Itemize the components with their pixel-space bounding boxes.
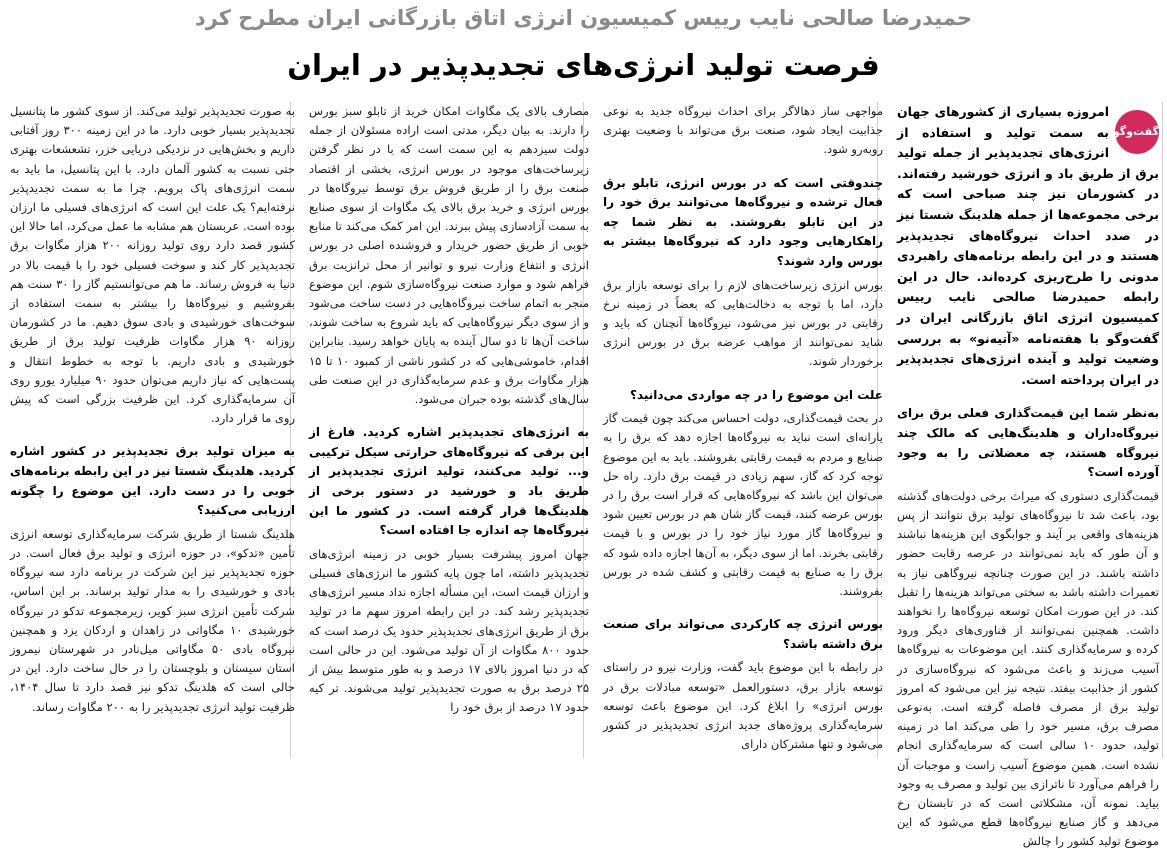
interview-question: به انرژی‌های تجدیدپذیر اشاره کردید. فارغ از این برقی که نیروگاه‌های حرارتی سیکل ترکیبی و... تولید می‌کنند، تولید انرژی تجدیدپذیر از طریق باد و خورشید در دستور برخی از هلدینگ‌ها قرار گرفته است. در کشور ما این نیروگاه‌ها چه اندازه جا افتاده است؟ — [309, 425, 589, 538]
supertitle: حمیدرضا صالحی نایب رییس کمیسیون انرژی اتاق بازرگانی ایران مطرح کرد — [194, 6, 973, 30]
column-3 — [309, 102, 589, 762]
interview-question: بورس انرژی چه کارکردی می‌تواند برای صنعت برق داشته باشد؟ — [603, 617, 883, 651]
answer-paragraph: قیمت‌گذاری دستوری که میراث برخی دولت‌های گذشته بود، باعث شد تا نیروگاه‌های تولید برق نتوانند از پس هزینه‌های واقعی بر آیند و جوابگوی این هزینه‌ها نباشند و آن طور که باید نمی‌توانند در عرصه رقابت حضور داشته باشند. در این صورت چنانچه نیروگاهی نیاز به تعمیرات داشته باشد به سختی می‌تواند هزینه‌ها را تقبل کند. در این صورت امکان توسعه نیروگاه‌ها را نخواهند داشت. همچنین نمی‌توانند از فناوری‌های دیگر ورود کرده و سرمایه‌گذاری کنند. این موضوعات به نیروگاه‌ها آسیب می‌زند و باعث می‌شود که نیروگاه‌سازی در کشور از جذابیت بیفتد. نتیجه نیز این می‌شود که امروز تولید برق از مصرف فاصله گرفته است. به‌نوعی مصرف برق، مسیر خود را طی می‌کند اما در زمینه تولید، حدود ۱۰ سالی است که سرمایه‌گذاری انجام نشده است. همین موضوع آسیب زاست و موجبات آن را فراهم می‌آورد تا ناترازی بین تولید و مصرف به وجود بیاید. نمونه آن، مشکلاتی است که در تابستان رخ می‌دهد و گاز صنایع نیروگاه‌ها قطع می‌شود که این موضوع تولید کشور را چالش — [897, 488, 1159, 849]
answer-paragraph: در بحث قیمت‌گذاری، دولت احساس می‌کند چون قیمت گاز یارانه‌ای است نباید به نیروگاه‌ها اجازه دهد که برق را به صنایع و مردم به قیمت رقابتی بفروشند. باید به این موضوع توجه کرد که گاز، سهم زیادی در قیمت برق دارد. راه حل می‌توان این باشد که نیروگاه‌هایی که قرار است برق را در بورس عرضه کنند، قیمت گاز شان هم در بورس تعیین شود و نیروگاه‌ها گاز مورد نیاز خود را در بورس و با قیمت رقابتی بخرند. اما از سوی دیگر، به آن‌ها اجازه داده شود که برق را به صنایع به قیمت رقابتی و کشف شده در بورس بفروشند. — [603, 411, 883, 599]
answer-paragraph: به صورت تجدیدپذیر تولید می‌کند. از سوی کشور ما پتانسیل تجدیدپذیر بسیار خوبی دارد. ما در این زمینه ۳۰۰ روز آفتابی داریم و بخش‌هایی در نزدیکی دریایی خزر، تشعشعات بهتری حتی نسبت به کشور آلمان دارد. با این پتانسیل، ما باید به سمت انرژی‌های پاک برویم. چرا ما به سمت تجدیدپذیر نرفته‌ایم؟ یک علت این است که انرژی‌های فسیلی ما ارزان بوده است. عربستان هم مشابه ما عمل می‌کرد، اما حالا این کشور قصد دارد روی تولید روزانه ۲۰۰ هزار مگاوات برق تجدیدپذیر کار کند و سوخت فسیلی خود را با قیمت بالا در دنیا به فروش رساند. ما هم می‌توانستیم گاز را ۳۰ سنت هم بفروشیم و نیروگاه‌ها را بیشتر به سمت استفاده از سوخت‌های خورشیدی و بادی سوق دهیم. ما در کشورمان روزانه ۹۰ هزار مگاوات ظرفیت تولید برق از طریق خورشیدی و بادی داریم. با توجه به خطوط انتقال و پست‌هایی که نیاز داریم می‌توان حدود ۹۰ میلیارد یورو روی آن سرمایه‌گذاری کرد. این ظرفیت بزرگی است که پیش روی ما قرار دارد. — [10, 104, 296, 426]
answer-paragraph: در رابطه با این موضوع باید گفت، وزارت نیرو در راستای توسعه بازار برق، دستورالعمل «توسعه مبادلات برق در بورس انرژی» را ابلاغ کرد. این موضوع باعث توسعه سرمایه‌گذاری پروژه‌های جدید انرژی تجدیدپذیر در کشور می‌شود و تنها مشترکان دارای — [603, 660, 883, 752]
column-4 — [10, 102, 295, 762]
headline: فرصت تولید انرژی‌های تجدیدپذیر در ایران — [287, 48, 880, 82]
answer-paragraph: بورس انرژی زیرساخت‌های لازم را برای توسعه بازار برق دارد، اما با توجه به دخالت‌هایی که بعضاً در زمینه نرخ رقابتی در بورس نیز می‌شود، نیروگاه‌ها آنچنان که باید و شاید نمی‌توانند از مواهب عرضه برق در بورس انرژی برخوردار شوند. — [603, 277, 883, 369]
interview-question: چندوقتی است که در بورس انرژی، تابلو برق فعال ترشده و نیروگاه‌ها می‌توانند برق خود را در این تابلو بفروشند. به نظر شما چه راهکارهایی وجود دارد که نیروگاه‌ها بیشتر به بورس وارد شوند؟ — [603, 175, 883, 268]
column-2 — [603, 102, 883, 762]
interview-question: به‌نظر شما این قیمت‌گذاری فعلی برق برای نیروگاه‌داران و هلدینگ‌هایی که مالک چند نیروگاه هستند، چه معضلاتی را به وجود آورده است؟ — [897, 406, 1159, 480]
answer-paragraph: مواجهی ساز دهالاگر برای احداث نیروگاه جدید به نوعی جذابیت ایجاد شود، صنعت برق می‌تواند با وضعیت بهتری روبه‌رو شود. — [603, 104, 883, 157]
answer-paragraph: جهان امروز پیشرفت بسیار خوبی در زمینه انرژی‌های تجدیدپذیر داشته، اما چون پایه کشور ما انرژی‌های فسیلی و ارزان قیمت است، این مسأله اجازه نداد مسیر انرژی‌های تجدیدپذیر رشد کند. در این رابطه امروز سهم ما در تولید برق از طریق انرژی‌های تجدیدپذیر حدود یک درصد است که حدود ۸۰۰ مگاوات از آن تولید می‌شود. این در حالی است که در دنیا امروز بالای ۱۷ درصد و به طور متوسط بیش از ۲۵ درصد برق به صورت تجدیدپذیر تولید می‌شوند. تر کیه حدود ۱۷ درصد از برق خود را — [309, 546, 589, 715]
column-rule — [1162, 102, 1163, 758]
interview-badge: گفت‌وگو — [1115, 110, 1159, 154]
lead-paragraph: امروزه بسیاری از کشورهای جهان به سمت تولید و استفاده از انرژی‌های تجدیدپذیر از جمله تولید برق از طریق باد و انرژی خورشید رفته‌اند. در کشورمان نیز چند صباحی است که برخی مجموعه‌ها از جمله هلدینگ شستا نیز در صدد احداث نیروگاه‌های تجدیدپذیر هستند و در این رابطه برنامه‌های راهبردی مدونی را طرح‌ریزی کرده‌اند. حال در این رابطه حمیدرضا صالحی نایب رییس کمیسیون انرژی اتاق بازرگانی ایران در گفت‌وگو با هفته‌نامه «آتیه‌نو» به بررسی وضعیت تولید و آینده انرژی‌های تجدیدپذیر در ایران پرداخته است. — [897, 104, 1159, 387]
answer-paragraph: هلدینگ شستا از طریق شرکت سرمایه‌گذاری توسعه انرژی تأمین «تدکو»، در حوزه انرژی و تولید برق فعال است. در حوزه تجدیدپذیر نیز این شرکت در برنامه دارد سه نیروگاه بادی و خورشیدی را به مدار تولید برساند. بر این اساس، شرکت تأمین انرژی سبز کویر، زیرمجموعه تدکو در نیروگاه خورشیدی ۱۰ مگاواتی در زاهدان و اردکان یزد و همچنین نیروگاه بادی ۵۰ مگاواتی میل‌نادر در شهرستان نیمروز استان سیستان و بلوچستان را در حال ساخت دارد. این در حالی است که هلدینگ تدکو نیز قصد دارد تا سال ۱۴۰۴، ظرفیت تولید انرژی تجدیدپذیر را به ۲۰۰ مگاوات رساند. — [10, 526, 296, 714]
answer-paragraph: مصارف بالای یک مگاوات امکان خرید از تابلو سبز بورس را دارند. به بیان دیگر، مدتی است اراده مسئولان از جمله دولت سیزدهم به این سمت است که با در نظر گرفتن زیرساخت‌های موجود در بورس انرژی، بخشی از اقتصاد صنعت برق را از طریق فروش برق توسط نیروگاه‌ها در بورس انرژی و خرید برق بالای یک مگاوات از سوی صنایع به سمت آزادسازی پیش ببرند. این امر کمک می‌کند تا منابع خوبی از طریق حضور خریدار و فروشنده اصلی در بورس انرژی و انتفاع وزارت نیرو و توانیر از محل ترانزیت برق فراهم شود و موارد صنعت نیروگاه‌سازی شوم. این موضوع منجر به اتمام ساخت نیروگاه‌هایی در دست ساخت می‌شود و از سوی دیگر نیروگاه‌هایی که باید شروع به ساخت شوند، ساخت آن‌ها تا دو سال آینده به پایان خواهد رسید. بنابراین اقدام، خاموشی‌هایی که در کشور ناشی از کمبود ۱۰ تا ۱۵ هزار مگاوات برق و عدم سرمایه‌گذاری در این صنعت طی سال‌های گذشته بوده جبران می‌شود. — [309, 104, 589, 407]
column-1 — [897, 102, 1159, 849]
interview-question: به میزان تولید برق تجدیدپذیر در کشور اشاره کردید. هلدینگ شستا نیز در این رابطه برنامه‌های خوبی را در دست دارد. این موضوع را چگونه ارزیابی می‌کنید؟ — [10, 444, 295, 518]
interview-question: علت این موضوع را در چه مواردی می‌دانید؟ — [629, 387, 883, 402]
